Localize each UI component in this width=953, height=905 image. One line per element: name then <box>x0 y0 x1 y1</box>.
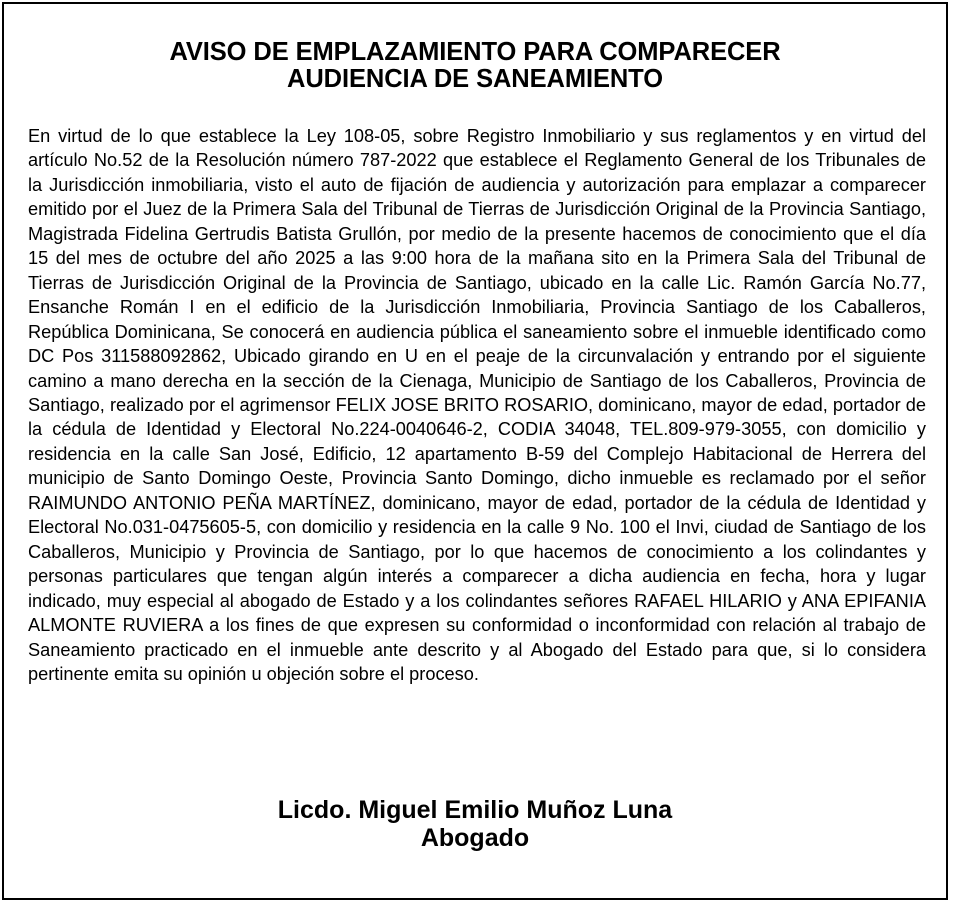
notice-body: En virtud de lo que establece la Ley 108-05, sobre Registro Inmobiliario y sus reglamentos y en virtud del artículo No.52 de la Resolución número 787-2022 que establece el Reglamento General de los Tribunales de la Jurisdicción inmobiliaria, visto el auto de fijación de audiencia y autorización para emplazar a comparecer emitido por el Juez de la Primera Sala del Tribunal de Tierras de Jurisdicción Original de la Provincia Santiago, Magistrada Fidelina Gertrudis Batista Grullón, por medio de la presente hacemos de conocimiento que el día 15 del mes de octubre del año 2025 a las 9:00 hora de la mañana sito en la Primera Sala del Tribunal de Tierras de Jurisdicción Original de la Provincia de Santiago, ubicado en la calle Lic. Ramón García No.77, Ensanche Román I en el edificio de la Jurisdicción Inmobiliaria, Provincia Santiago de los Caballeros, República Dominicana, Se conocerá en audiencia pública el saneamiento sobre el inmueble identificado como DC Pos 311588092862, Ubicado girando en U en el peaje de la circunvalación y entrando por el siguiente camino a mano derecha en la sección de la Cienaga, Municipio de Santiago de los Caballeros, Provincia de Santiago, realizado por el agrimensor FELIX JOSE BRITO ROSARIO, dominicano, mayor de edad, portador de la cédula de Identidad y Electoral No.224-0040646-2, CODIA 34048, TEL.809-979-3055, con domicilio y residencia en la calle San José, Edificio, 12 apartamento B-59 del Complejo Habitacional de Herrera del municipio de Santo Domingo Oeste, Provincia Santo Domingo, dicho inmueble es reclamado por el señor RAIMUNDO ANTONIO PEÑA MARTÍNEZ, dominicano, mayor de edad, portador de la cédula de Identidad y Electoral No.031-0475605-5, con domicilio y residencia en la calle 9 No. 100 el Invi, ciudad de Santiago de los Caballeros, Municipio y Provincia de Santiago, por lo que hacemos de conocimiento a los colindantes y personas particulares que tengan algún interés a comparecer a dicha audiencia en fecha, hora y lugar indicado, muy especial al abogado de Estado y a los colindantes señores RAFAEL HILARIO y ANA EPIFANIA ALMONTE RUVIERA a los fines de que expresen su conformidad o inconformidad con relación al trabajo de Saneamiento practicado en el inmueble ante descrito y al Abogado del Estado para que, si lo considera pertinente emita su opinión u objeción sobre el proceso. <box>28 126 926 684</box>
legal-notice <box>2 2 948 900</box>
signature-name: Licdo. Miguel Emilio Muñoz Luna <box>277 796 673 824</box>
notice-title-line-1: AVISO DE EMPLAZAMIENTO PARA COMPARECER <box>169 38 781 66</box>
signature-role: Abogado <box>420 824 530 852</box>
signature-block <box>4 796 946 852</box>
notice-title <box>4 39 946 93</box>
notice-title-line-2: AUDIENCIA DE SANEAMIENTO <box>287 65 663 93</box>
